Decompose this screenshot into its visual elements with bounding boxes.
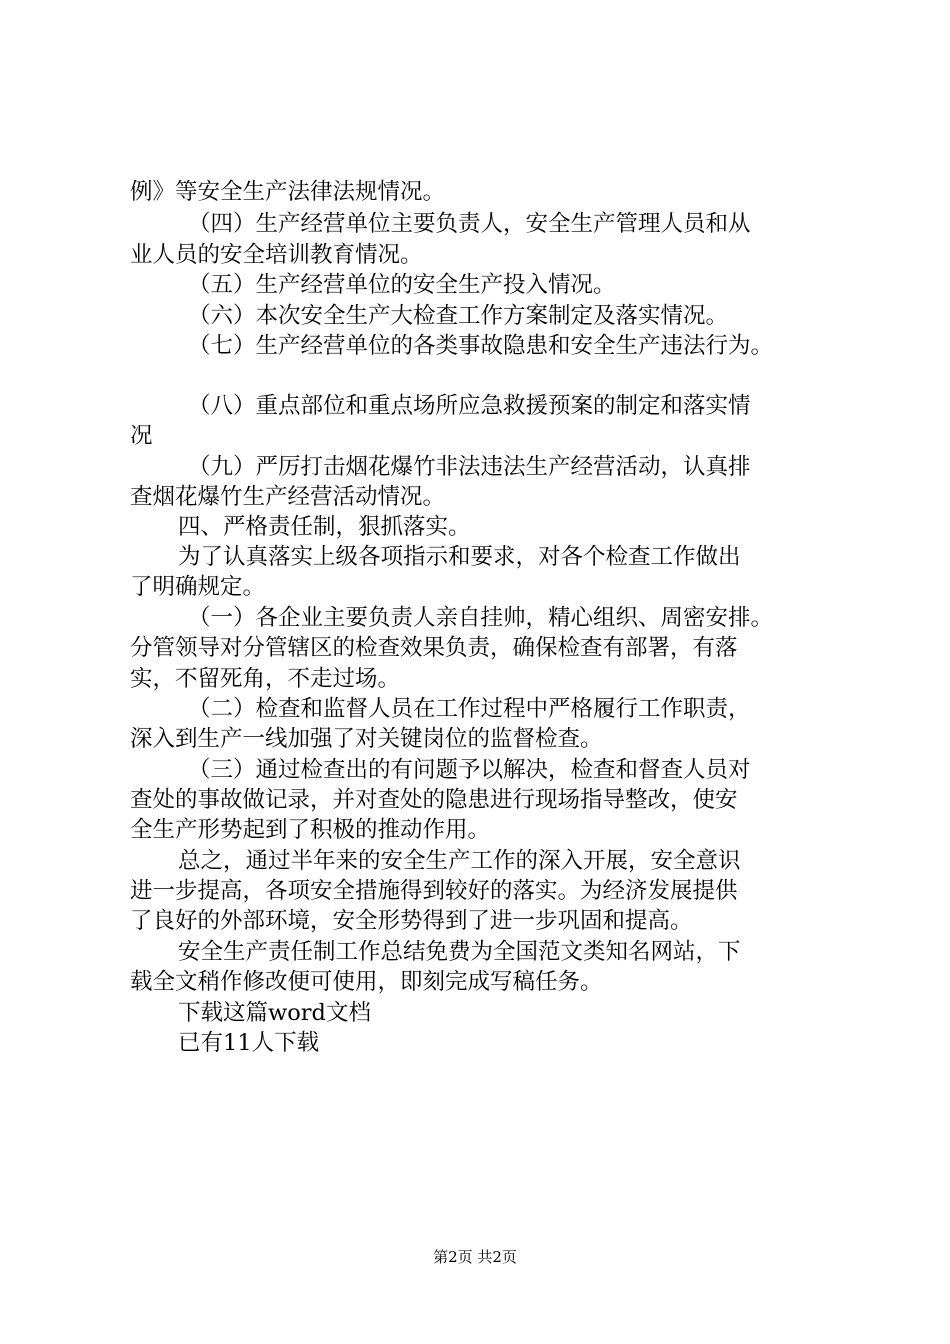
paragraph-line: 为了认真落实上级各项指示和要求，对各个检查工作做出 (178, 544, 741, 570)
paragraph-line: （八）重点部位和重点场所应急救援预案的制定和落实情 (188, 393, 751, 419)
paragraph-line: （二）检查和监督人员在工作过程中严格履行工作职责， (188, 696, 751, 722)
paragraph-line: （四）生产经营单位主要负责人，安全生产管理人员和从 (188, 211, 751, 237)
paragraph-line: 全生产形势起到了积极的推动作用。 (130, 817, 491, 843)
paragraph-line: （三）通过检查出的有问题予以解决，检查和督查人员对 (188, 757, 751, 783)
paragraph-line: 载全文稍作修改便可使用，即刻完成写稿任务。 (130, 969, 603, 995)
paragraph-line: 例》等安全生产法律法规情况。 (130, 179, 446, 205)
paragraph-line: 了良好的外部环境，安全形势得到了进一步巩固和提高。 (130, 908, 693, 934)
paragraph-line: 查烟花爆竹生产经营活动情况。 (130, 484, 446, 510)
paragraph-line: 实，不留死角，不走过场。 (130, 666, 401, 692)
paragraph-line: 深入到生产一线加强了对关键岗位的监督检查。 (130, 726, 603, 752)
download-link[interactable]: 下载这篇word文档 (178, 1000, 371, 1026)
paragraph-line: 进一步提高，各项安全措施得到较好的落实。为经济发展提供 (130, 878, 738, 904)
paragraph-line: 总之，通过半年来的安全生产工作的深入开展，安全意识 (178, 848, 741, 874)
paragraph-line: 况 (130, 423, 153, 449)
paragraph-line: 查处的事故做记录，并对查处的隐患进行现场指导整改，使安 (130, 787, 738, 813)
paragraph-line: （五）生产经营单位的安全生产投入情况。 (188, 272, 616, 298)
paragraph-line: 业人员的安全培训教育情况。 (130, 242, 423, 268)
paragraph-line: 了明确规定。 (130, 574, 266, 600)
paragraph-line: （一）各企业主要负责人亲自挂帅，精心组织、周密安排。 (188, 605, 774, 631)
paragraph-line: 分管领导对分管辖区的检查效果负责，确保检查有部署，有落 (130, 635, 738, 661)
paragraph-line: （六）本次安全生产大检查工作方案制定及落实情况。 (188, 303, 729, 329)
paragraph-line: （七）生产经营单位的各类事故隐患和安全生产违法行为。 (188, 333, 774, 359)
download-count: 已有11人下载 (178, 1030, 320, 1056)
page-footer: 第2页 共2页 (433, 1248, 517, 1266)
section-heading: 四、严格责任制，狠抓落实。 (178, 514, 471, 540)
paragraph-line: 安全生产责任制工作总结免费为全国范文类知名网站，下 (178, 939, 741, 965)
paragraph-line: （九）严厉打击烟花爆竹非法违法生产经营活动，认真排 (188, 454, 751, 480)
